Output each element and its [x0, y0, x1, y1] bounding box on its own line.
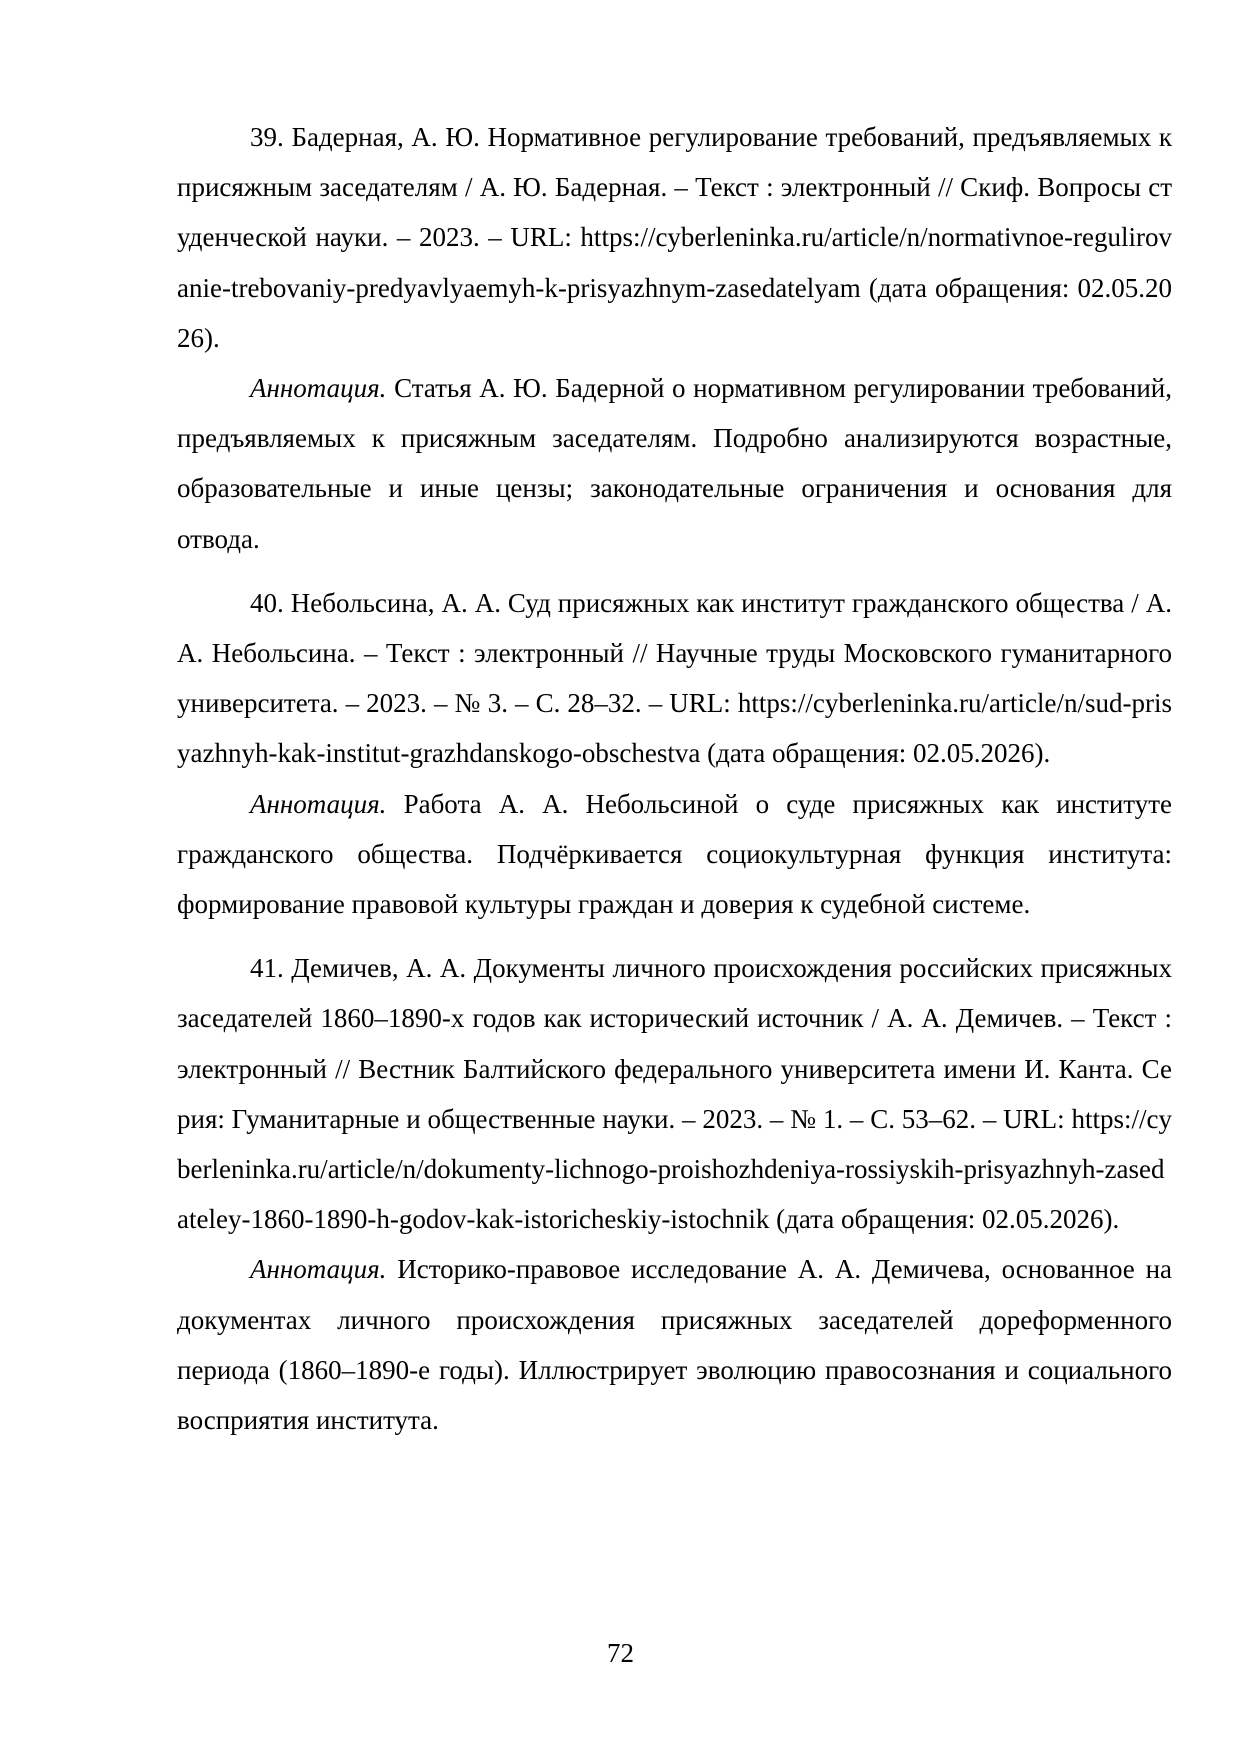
reference-body: Небольсина, А. А. Суд присяжных как институт гражданского общества / А. А. Небольсина. – Текст : электронный // Научные труды Московского гуманитарного университета. – 2023. – № 3. – С. 28–32. – URL: https://cyberleninka.ru/article/n/sud-prisyazhnyh-kak-institut-grazhdanskogo-obschestva (дата обращения: 02.05.2026).: [177, 587, 1172, 769]
annotation: [177, 1244, 1172, 1445]
entry-number: 40.: [250, 587, 284, 618]
reference-body: Бадерная, А. Ю. Нормативное регулирование требований, предъявляемых к присяжным заседателям / А. Ю. Бадерная. – Текст : электронный // Скиф. Вопросы студенческой науки. – 2023. – URL: https://cyberleninka.ru/article/n/normativnoe-regulirovanie-trebovaniy-predyavlyaemyh-k-prisyazhnym-zasedatelyam (дата обращения: 02.05.2026).: [177, 122, 1172, 353]
annotation: [177, 363, 1172, 564]
annotation-text: Статья А. Ю. Бадерной о нормативном регулировании требований, предъявляемых к присяжным заседателям. Подробно анализируются возрастные, образовательные и иные цензы; законодательные ограничения и основания для отвода.: [177, 373, 1173, 554]
annotation-label: Аннотация.: [250, 373, 387, 404]
annotation-text: Работа А. А. Небольсиной о суде присяжных как институте гражданского общества. Подчёркивается социокультурная функция института: формирование правовой культуры граждан и доверия к судебной системе.: [177, 788, 1172, 920]
bibliography-list: [177, 112, 1172, 1459]
bibliography-entry: [177, 112, 1172, 564]
bibliography-entry: [177, 578, 1172, 929]
page-number: 72: [607, 1638, 634, 1668]
entry-number: 39.: [250, 122, 284, 152]
entry-number: 41.: [250, 953, 284, 984]
annotation-text: Историко-правовое исследование А. А. Демичева, основанное на документах личного происхождения присяжных заседателей дореформенного периода (1860–1890-е годы). Иллюстрирует эволюцию правосознания и социального восприятия института.: [177, 1254, 1173, 1436]
reference-text: [177, 112, 1172, 363]
annotation: [177, 779, 1172, 930]
reference-text: [177, 578, 1172, 779]
reference-body: Демичев, А. А. Документы личного происхождения российских присяжных заседателей 1860–1890-х годов как исторический источник / А. А. Демичев. – Текст : электронный // Вестник Балтийского федерального университета имени И. Канта. Серия: Гуманитарные и общественные науки. – 2023. – № 1. – С. 53–62. – URL: https://cyberleninka.ru/article/n/dokumenty-lichnogo-proishozhdeniya-rossiyskih-prisyazhnyh-zasedateley-1860-1890-h-godov-kak-istoricheskiy-istochnik (дата обращения: 02.05.2026).: [177, 953, 1173, 1235]
annotation-label: Аннотация.: [250, 1254, 387, 1285]
bibliography-entry: [177, 943, 1172, 1445]
annotation-label: Аннотация.: [250, 788, 387, 819]
reference-text: [177, 943, 1172, 1244]
